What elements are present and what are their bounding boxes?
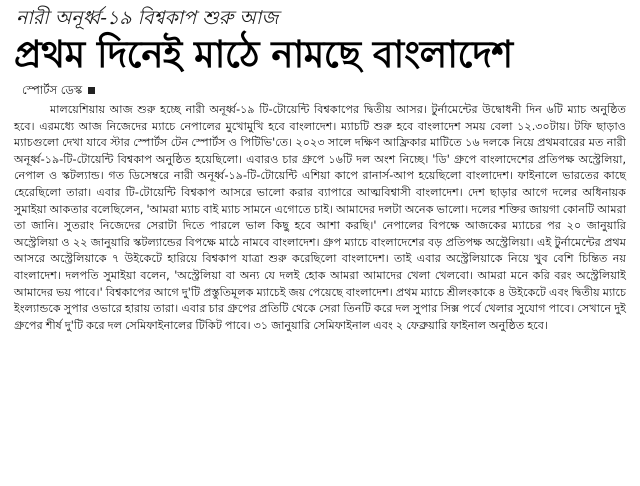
article-kicker: নারী অনূর্ধ্ব-১৯ বিশ্বকাপ শুরু আজ — [16, 7, 279, 29]
byline-text: স্পোর্টস ডেস্ক — [22, 83, 83, 97]
square-bullet-icon — [88, 87, 95, 94]
article-body: মালয়েশিয়ায় আজ শুরু হচ্ছে নারী অনূর্ধ্ব-১৯ টি-টোয়েন্টি বিশ্বকাপের দ্বিতীয় আসর। টুর্নামেন্টের উদ্বোধনী দিন ৬টি ম্যাচ অনুষ্ঠিত হবে। এরমধ্যে আজ নিজেদের ম্যাচে নেপালের মুখোমুখি হবে বাংলাদেশ। ম্যাচটি শুরু হবে বাংলাদেশ সময় বেলা ১২.৩০টায়। টফি ছাড়াও ম্যাচগুলো দেখা যাবে স্টার স্পোর্টস টেন স্পোর্টস ও পিটিভি'তে। ২০২৩ সালে দক্ষিণ আফ্রিকার মাটিতে ১৬ দলকে নিয়ে প্রথমবারের মত নারী অনূর্ধ্ব-১৯-টি-টোয়েন্টি বিশ্বকাপ অনুষ্ঠিত হয়েছিলো। এবারও চার গ্রুপে ১৬টি দল অংশ নিচ্ছে। 'ডি' গ্রুপে বাংলাদেশের প্রতিপক্ষ অস্ট্রেলিয়া, নেপাল ও স্কটল্যান্ড। গত ডিসেম্বরে নারী অনূর্ধ্ব-১৯-টি-টোয়েন্টি এশিয়া কাপে রানার্স-আপ হয়েছিলো বাংলাদেশ। ফাইনালে ভারতের কাছে হেরেছিলো তারা। এবার টি-টোয়েন্টি বিশ্বকাপ আসরে ভালো করার ব্যাপারে আত্মবিশ্বাসী বাংলাদেশ। দেশ ছাড়ার আগে দলের অধিনায়ক সুমাইয়া আকতার বলেছিলেন, 'আমরা ম্যাচ বাই ম্যাচ সামনে এগোতে চাই। আমাদের দলটা অনেক ভালো। দলের শক্তির জায়গা কোনটি আমরা তা জানি। সুতরাং নিজেদের সেরাটা দিতে পারলে ভাল কিছু হবে আশা করছি।' নেপালের বিপক্ষে আজকের ম্যাচের পর ২০ জানুয়ারি অস্ট্রেলিয়া ও ২২ জানুয়ারি স্কটল্যান্ডের বিপক্ষে মাঠে নামবে বাংলাদেশ। গ্রুপ ম্যাচে বাংলাদেশের বড় প্রতিপক্ষ অস্ট্রেলিয়া। এই টুর্নামেন্টের প্রথম আসরে অস্ট্রেলিয়াকে ৭ উইকেটে হারিয়ে বিশ্বকাপ যাত্রা শুরু করেছিলো বাংলাদেশ। তাই এবার অস্ট্রেলিয়াকে নিয়ে খুব বেশি চিন্তিত নয় বাংলাদেশ। দলপতি সুমাইয়া বলেন, 'অস্ট্রেলিয়া বা অন্য যে দলই হোক আমরা আমাদের খেলা খেলবো। আমরা মনে করি বরং অস্ট্রেলিয়াই আমাদের ভয় পাবে।' বিশ্বকাপের আগে দু'টি প্রস্তুতিমূলক ম্যাচেই জয় পেয়েছে বাংলাদেশ। প্রথম ম্যাচে শ্রীলংকাকে ৪ উইকেটে এবং দ্বিতীয় ম্যাচে ইংল্যান্ডকে সুপার ওভারে হারায় তারা। এবার চার গ্রুপের প্রতিটি থেকে সেরা তিনটি করে দল সুপার সিক্স পর্বে খেলার সুযোগ পাবে। সেখানে দুই গ্রুপের শীর্ষ দু'টি করে দল সেমিফাইনালের টিকিট পাবে। ৩১ জানুয়ারি সেমিফাইনাল এবং ২ ফেব্রুয়ারি ফাইনাল অনুষ্ঠিত হবে। — [14, 103, 626, 332]
article-headline: প্রথম দিনেই মাঠে নামছে বাংলাদেশ — [14, 33, 513, 76]
byline — [22, 82, 630, 98]
